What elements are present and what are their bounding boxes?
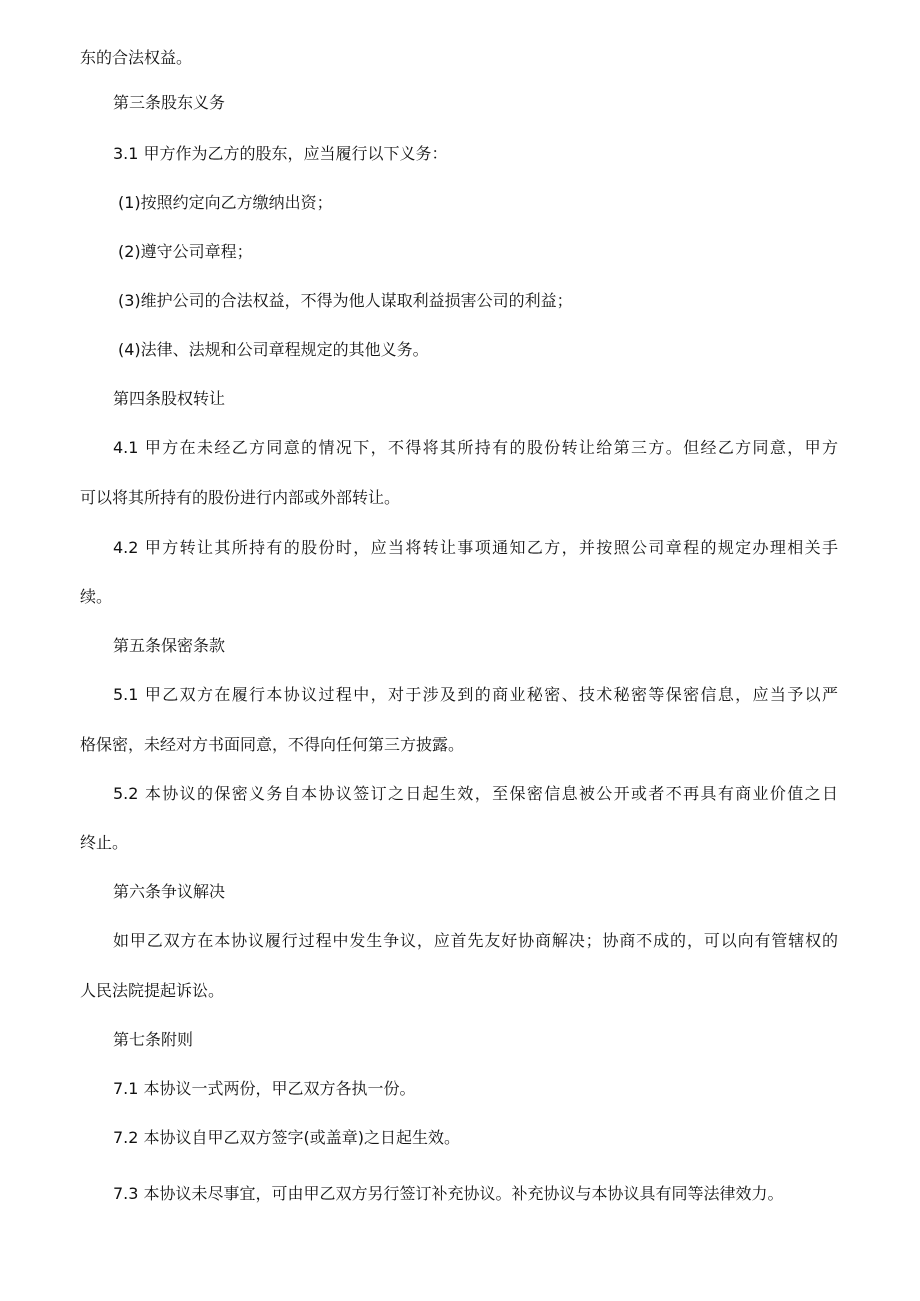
list-item-3: (3)维护公司的合法权益，不得为他人谋取利益损害公司的利益； [118, 291, 573, 310]
list-item-1: (1)按照约定向乙方缴纳出资； [118, 193, 333, 212]
clause-3-1: 3.1 甲方作为乙方的股东，应当履行以下义务： [113, 144, 448, 163]
section-heading-6: 第六条争议解决 [113, 882, 226, 901]
list-item-4: (4)法律、法规和公司章程规定的其他义务。 [118, 340, 429, 359]
list-item-2: (2)遵守公司章程； [118, 242, 253, 261]
clause-7-1: 7.1 本协议一式两份，甲乙双方各执一份。 [113, 1079, 416, 1098]
section-heading-4: 第四条股权转让 [113, 389, 226, 408]
clause-4-2-line-2: 续。 [80, 587, 113, 606]
dispute-line-2: 人民法院提起诉讼。 [80, 981, 225, 1000]
clause-4-1-line-2: 可以将其所持有的股份进行内部或外部转让。 [80, 488, 401, 507]
clause-5-1-line-1: 5.1 甲乙双方在履行本协议过程中，对于涉及到的商业秘密、技术秘密等保密信息，应当予以严 [113, 685, 838, 704]
section-heading-3: 第三条股东义务 [113, 93, 226, 112]
clause-4-1-line-1: 4.1 甲方在未经乙方同意的情况下，不得将其所持有的股份转让给第三方。但经乙方同意，甲方 [113, 438, 838, 457]
clause-7-3: 7.3 本协议未尽事宜，可由甲乙双方另行签订补充协议。补充协议与本协议具有同等法律效力。 [113, 1184, 784, 1203]
section-heading-5: 第五条保密条款 [113, 636, 226, 655]
clause-5-2-line-1: 5.2 本协议的保密义务自本协议签订之日起生效，至保密信息被公开或者不再具有商业价值之日 [113, 784, 838, 803]
clause-5-2-line-2: 终止。 [80, 833, 129, 852]
dispute-line-1: 如甲乙双方在本协议履行过程中发生争议，应首先友好协商解决；协商不成的，可以向有管辖权的 [113, 931, 838, 950]
section-heading-7: 第七条附则 [113, 1030, 194, 1049]
clause-5-1-line-2: 格保密，未经对方书面同意，不得向任何第三方披露。 [80, 735, 465, 754]
paragraph-continuation: 东的合法权益。 [80, 48, 193, 67]
clause-4-2-line-1: 4.2 甲方转让其所持有的股份时，应当将转让事项通知乙方，并按照公司章程的规定办理相关手 [113, 538, 838, 557]
clause-7-2: 7.2 本协议自甲乙双方签字(或盖章)之日起生效。 [113, 1128, 461, 1147]
